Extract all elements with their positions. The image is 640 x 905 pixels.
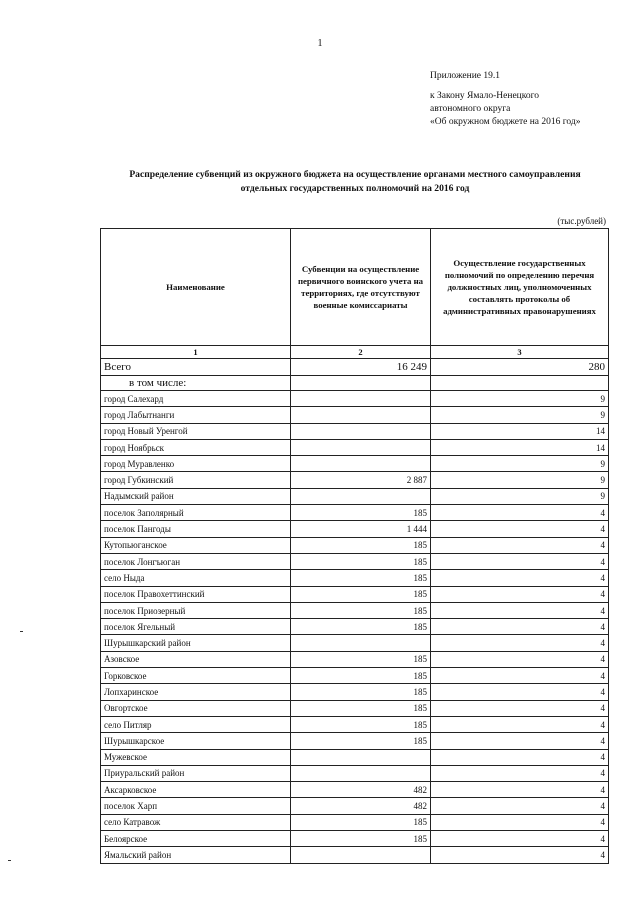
table-row <box>101 407 609 423</box>
row-col3-value: 9 <box>431 488 609 504</box>
table-row <box>101 619 609 635</box>
total-label: Всего <box>101 359 291 376</box>
empty-cell <box>431 376 609 391</box>
row-col2-value: 185 <box>291 570 431 586</box>
appendix-line-1: Приложение 19.1 <box>430 71 500 81</box>
including-label: в том числе: <box>101 376 291 391</box>
row-name: город Салехард <box>101 391 291 407</box>
row-name: поселок Пангоды <box>101 521 291 537</box>
row-col2-value: 185 <box>291 668 431 684</box>
table-row <box>101 488 609 504</box>
total-row <box>101 359 609 376</box>
header-military-registration: Субвенции на осуществление первичного воинского учета на территориях, где отсутствуют военные комиссариаты <box>291 229 431 346</box>
table-row <box>101 439 609 455</box>
table-row <box>101 570 609 586</box>
table-row <box>101 423 609 439</box>
row-name: Мужевское <box>101 749 291 765</box>
row-col2-value: 185 <box>291 537 431 553</box>
document-title <box>90 168 620 196</box>
row-col2-value <box>291 635 431 651</box>
row-col2-value: 185 <box>291 602 431 618</box>
row-col2-value <box>291 391 431 407</box>
row-col2-value <box>291 488 431 504</box>
row-col3-value: 14 <box>431 439 609 455</box>
row-col3-value: 4 <box>431 814 609 830</box>
column-number: 3 <box>431 346 609 359</box>
table-row <box>101 456 609 472</box>
table-row <box>101 602 609 618</box>
row-col2-value <box>291 847 431 863</box>
row-name: поселок Харп <box>101 798 291 814</box>
title-line-2: отдельных государственных полномочий на 2016 год <box>240 183 470 194</box>
row-name: село Катравож <box>101 814 291 830</box>
row-col3-value: 4 <box>431 668 609 684</box>
row-name: Лопхаринское <box>101 684 291 700</box>
row-col3-value: 4 <box>431 635 609 651</box>
row-name: поселок Ягельный <box>101 619 291 635</box>
row-col2-value <box>291 765 431 781</box>
table-row <box>101 553 609 569</box>
row-col3-value: 9 <box>431 391 609 407</box>
row-name: Шурышкарское <box>101 733 291 749</box>
row-col3-value: 4 <box>431 505 609 521</box>
row-name: Надымский район <box>101 488 291 504</box>
header-name: Наименование <box>101 229 291 346</box>
table-row <box>101 586 609 602</box>
row-name: Горковское <box>101 668 291 684</box>
table-row <box>101 749 609 765</box>
table-row <box>101 391 609 407</box>
row-col2-value: 185 <box>291 716 431 732</box>
table-row <box>101 782 609 798</box>
units-label: (тыс.рублей) <box>557 216 606 226</box>
including-row <box>101 376 609 391</box>
row-col3-value: 4 <box>431 586 609 602</box>
row-col3-value: 9 <box>431 407 609 423</box>
row-col2-value: 185 <box>291 814 431 830</box>
row-name: Овгортское <box>101 700 291 716</box>
row-col3-value: 4 <box>431 537 609 553</box>
row-col2-value: 185 <box>291 684 431 700</box>
appendix-note <box>430 70 581 129</box>
row-name: город Губкинский <box>101 472 291 488</box>
column-number: 1 <box>101 346 291 359</box>
row-col2-value: 185 <box>291 586 431 602</box>
row-col3-value: 4 <box>431 619 609 635</box>
appendix-spacer <box>430 83 581 90</box>
row-col2-value: 185 <box>291 505 431 521</box>
row-col2-value: 185 <box>291 700 431 716</box>
row-name: Аксарковское <box>101 782 291 798</box>
row-col2-value <box>291 407 431 423</box>
row-col3-value: 4 <box>431 765 609 781</box>
appendix-line-2: к Закону Ямало-Ненецкого <box>430 91 540 101</box>
row-col2-value: 1 444 <box>291 521 431 537</box>
row-name: Шурышкарский район <box>101 635 291 651</box>
row-col2-value <box>291 456 431 472</box>
row-col2-value <box>291 423 431 439</box>
row-col2-value: 185 <box>291 619 431 635</box>
row-col3-value: 4 <box>431 602 609 618</box>
table-row <box>101 700 609 716</box>
row-col2-value: 185 <box>291 553 431 569</box>
title-line-1: Распределение субвенций из окружного бюджета на осуществление органами местного самоуправления <box>129 169 581 180</box>
column-number: 2 <box>291 346 431 359</box>
row-col2-value: 2 887 <box>291 472 431 488</box>
subsidy-table <box>100 228 609 864</box>
row-col3-value: 4 <box>431 831 609 847</box>
table-row <box>101 847 609 863</box>
row-col3-value: 4 <box>431 684 609 700</box>
table-row <box>101 733 609 749</box>
row-col2-value <box>291 439 431 455</box>
table-row <box>101 537 609 553</box>
appendix-line-3: автономного округа <box>430 104 511 114</box>
row-col2-value: 185 <box>291 733 431 749</box>
row-col2-value: 185 <box>291 831 431 847</box>
row-col2-value: 185 <box>291 651 431 667</box>
table-row <box>101 668 609 684</box>
row-name: город Новый Уренгой <box>101 423 291 439</box>
row-name: поселок Правохеттинский <box>101 586 291 602</box>
total-col2: 16 249 <box>291 359 431 376</box>
header-administrative-protocols: Осуществление государственных полномочий по определению перечня должностных лиц, уполномоченных составлять протоколы об административных правонарушениях <box>431 229 609 346</box>
total-col3: 280 <box>431 359 609 376</box>
row-col2-value: 482 <box>291 782 431 798</box>
row-name: Азовское <box>101 651 291 667</box>
table-row <box>101 635 609 651</box>
appendix-line-4: «Об окружном бюджете на 2016 год» <box>430 117 581 127</box>
table-row <box>101 521 609 537</box>
scan-mark <box>20 631 23 632</box>
row-name: Кутопьюганское <box>101 537 291 553</box>
row-col3-value: 14 <box>431 423 609 439</box>
row-col3-value: 4 <box>431 847 609 863</box>
row-name: поселок Приозерный <box>101 602 291 618</box>
row-col3-value: 4 <box>431 651 609 667</box>
row-name: город Лабытнанги <box>101 407 291 423</box>
scan-mark <box>8 860 11 861</box>
table-row <box>101 505 609 521</box>
row-col3-value: 4 <box>431 570 609 586</box>
row-name: Белоярское <box>101 831 291 847</box>
row-col3-value: 4 <box>431 798 609 814</box>
table-row <box>101 765 609 781</box>
table-row <box>101 798 609 814</box>
table-row <box>101 831 609 847</box>
row-name: Ямальский район <box>101 847 291 863</box>
table-row <box>101 814 609 830</box>
table-row <box>101 472 609 488</box>
row-name: поселок Заполярный <box>101 505 291 521</box>
column-number-row <box>101 346 609 359</box>
empty-cell <box>291 376 431 391</box>
row-name: поселок Лонгъюган <box>101 553 291 569</box>
row-col3-value: 9 <box>431 456 609 472</box>
row-col3-value: 4 <box>431 749 609 765</box>
row-name: село Питляр <box>101 716 291 732</box>
row-col3-value: 9 <box>431 472 609 488</box>
row-col3-value: 4 <box>431 553 609 569</box>
row-col2-value <box>291 749 431 765</box>
row-name: город Муравленко <box>101 456 291 472</box>
header-row <box>101 229 609 346</box>
row-col3-value: 4 <box>431 521 609 537</box>
row-col3-value: 4 <box>431 700 609 716</box>
table-row <box>101 684 609 700</box>
row-name: село Ныда <box>101 570 291 586</box>
table-row <box>101 716 609 732</box>
row-name: Приуральский район <box>101 765 291 781</box>
row-col3-value: 4 <box>431 716 609 732</box>
page-number: 1 <box>317 38 323 49</box>
row-col2-value: 482 <box>291 798 431 814</box>
row-col3-value: 4 <box>431 733 609 749</box>
row-col3-value: 4 <box>431 782 609 798</box>
table-row <box>101 651 609 667</box>
row-name: город Ноябрьск <box>101 439 291 455</box>
